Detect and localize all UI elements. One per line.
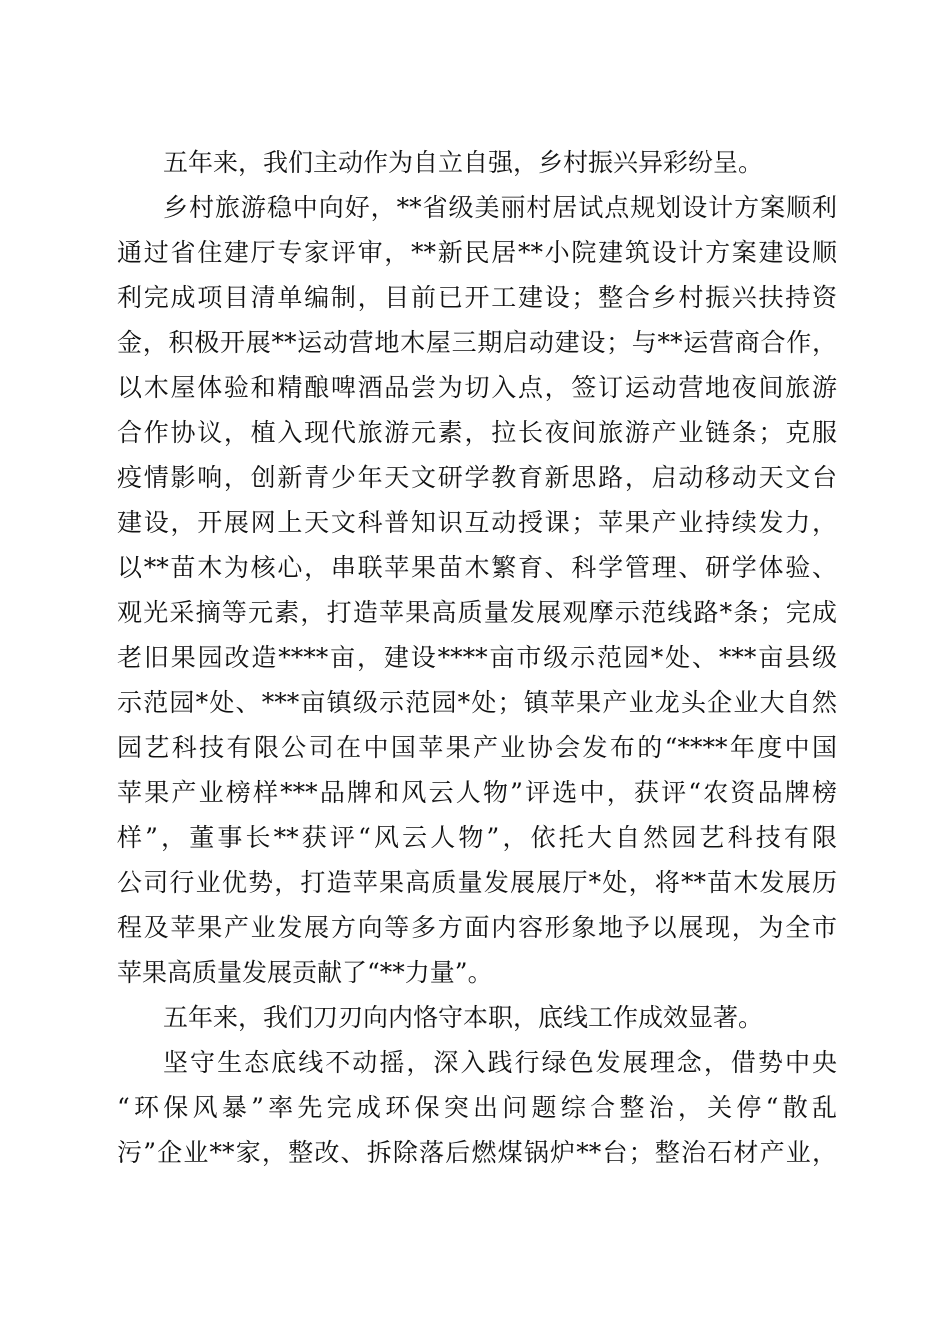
text-line: 金，积极开展**运动营地木屋三期启动建设；与**运营商合作， — [117, 328, 837, 357]
text-line: 老旧果园改造****亩，建设****亩市级示范园*处、***亩县级 — [117, 643, 837, 672]
paragraph-1 — [117, 140, 837, 185]
text-line: 通过省住建厅专家评审，**新民居**小院建筑设计方案建设顺 — [117, 238, 837, 267]
text-line: 苹果高质量发展贡献了“**力量”。 — [117, 958, 493, 987]
text-line: 坚守生态底线不动摇，深入践行绿色发展理念，借势中央 — [163, 1048, 837, 1077]
text-line: 以木屋体验和精酿啤酒品尝为切入点，签订运动营地夜间旅游 — [117, 373, 837, 402]
text-line: 合作协议，植入现代旅游元素，拉长夜间旅游产业链条；克服 — [117, 418, 837, 447]
text-line: 以**苗木为核心，串联苹果苗木繁育、科学管理、研学体验、 — [117, 553, 837, 582]
text-line: 样”，董事长**获评“风云人物”，依托大自然园艺科技有限 — [117, 823, 837, 852]
text-line: 观光采摘等元素，打造苹果高质量发展观摩示范线路*条；完成 — [117, 598, 837, 627]
text-line: 公司行业优势，打造苹果高质量发展展厅*处，将**苗木发展历 — [117, 868, 837, 897]
paragraph-2 — [117, 185, 837, 995]
text-line: 建设，开展网上天文科普知识互动授课；苹果产业持续发力， — [117, 508, 837, 537]
text-line: 污”企业**家，整改、拆除落后燃煤锅炉**台；整治石材产业， — [117, 1138, 837, 1167]
text-line: 示范园*处、***亩镇级示范园*处；镇苹果产业龙头企业大自然 — [117, 688, 837, 717]
text-line: 园艺科技有限公司在中国苹果产业协会发布的“****年度中国 — [117, 733, 837, 762]
text-line: 五年来，我们刀刃向内恪守本职，底线工作成效显著。 — [163, 1003, 764, 1032]
paragraph-3 — [117, 995, 837, 1040]
text-line: “环保风暴”率先完成环保突出问题综合整治，关停“散乱 — [117, 1093, 837, 1122]
text-line: 疫情影响，创新青少年天文研学教育新思路，启动移动天文台 — [117, 463, 837, 492]
text-line: 乡村旅游稳中向好，**省级美丽村居试点规划设计方案顺利 — [163, 193, 837, 222]
paragraph-4 — [117, 1040, 837, 1175]
text-line: 苹果产业榜样***品牌和风云人物”评选中，获评“农资品牌榜 — [117, 778, 837, 807]
document-body — [117, 140, 837, 1175]
text-line: 程及苹果产业发展方向等多方面内容形象地予以展现，为全市 — [117, 913, 837, 942]
text-line: 利完成项目清单编制，目前已开工建设；整合乡村振兴扶持资 — [117, 283, 837, 312]
text-line: 五年来，我们主动作为自立自强，乡村振兴异彩纷呈。 — [163, 148, 764, 177]
